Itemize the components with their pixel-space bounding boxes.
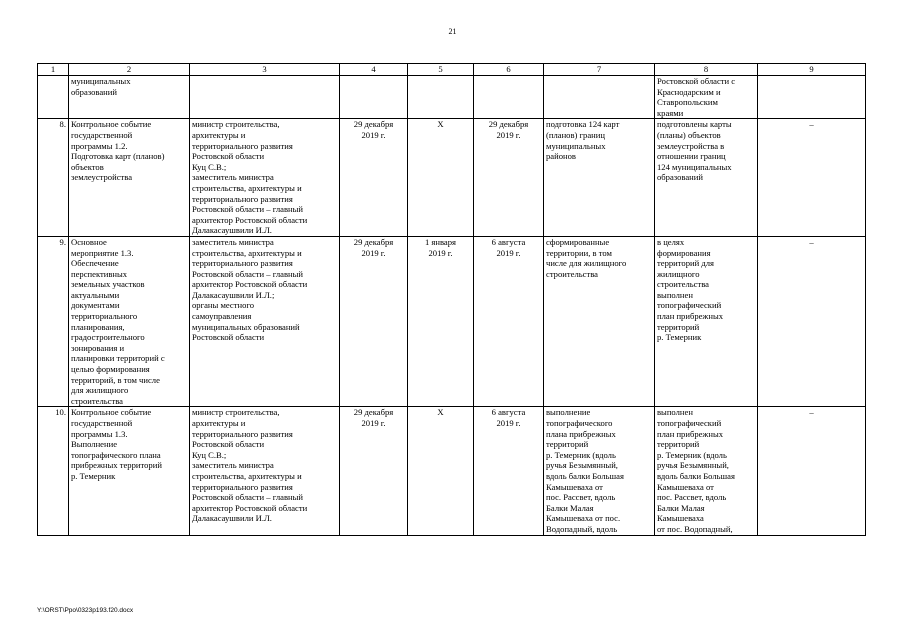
- cell-text-line: ручья Безымянный,: [657, 460, 729, 471]
- column-header: 9: [758, 64, 866, 76]
- note-cell: [758, 76, 866, 119]
- cell-text-line: планировки территорий с: [71, 353, 165, 364]
- header-row: [38, 64, 866, 76]
- planned-date-cell: [340, 119, 408, 237]
- cell-text-line: территориального развития: [192, 140, 293, 151]
- cell-text-line: Обеспечение: [71, 258, 119, 269]
- cell-text-line: архитектор Ростовской области: [192, 502, 308, 513]
- cell-text-line: строительства, архитектуры и: [192, 470, 302, 481]
- cell-text-line: Х: [437, 119, 444, 130]
- column-header: 6: [474, 64, 544, 76]
- cell-text-line: заместитель министра: [192, 172, 274, 183]
- cell-text-line: документами: [71, 300, 120, 311]
- cell-text-line: краями: [657, 107, 684, 118]
- cell-text-line: выполнение: [546, 407, 591, 418]
- end-date-cell: [474, 407, 544, 535]
- table-row: [38, 76, 866, 119]
- cell-text-line: Подготовка карт (планов): [71, 151, 165, 162]
- cell-text-line: Ростовской области: [192, 332, 265, 343]
- cell-text-line: 2019 г.: [361, 418, 386, 428]
- cell-text-line: органы местного: [192, 300, 254, 311]
- cell-text-line: территорий: [657, 321, 700, 332]
- cell-text-line: жилищного: [657, 268, 700, 279]
- cell-text-line: вдоль балки Большая: [657, 470, 735, 481]
- cell-text-line: архитектуры и: [192, 418, 246, 428]
- cell-text-line: ручья Безымянный,: [546, 460, 618, 471]
- cell-text-line: числе для жилищного: [546, 258, 627, 269]
- event-name-cell: [69, 76, 190, 119]
- cell-text-line: Ростовской области с: [657, 76, 736, 86]
- cell-text-line: образований: [71, 86, 117, 97]
- cell-text-line: топографического плана: [71, 449, 161, 460]
- responsible-cell: [190, 119, 340, 237]
- cell-text-line: Краснодарским и: [657, 86, 721, 97]
- column-header: 5: [408, 64, 474, 76]
- table-row: [38, 407, 866, 535]
- cell-text-line: актуальными: [71, 289, 120, 300]
- cell-text-line: формирования: [657, 247, 711, 258]
- cell-text-line: территориального: [71, 311, 138, 322]
- cell-text-line: территории, в том: [546, 247, 612, 258]
- column-header: 4: [340, 64, 408, 76]
- responsible-cell: [190, 407, 340, 535]
- planned-result-cell: [544, 76, 655, 119]
- table-row: [38, 119, 866, 237]
- planned-result-cell: [544, 119, 655, 237]
- cell-text-line: муниципальных: [71, 76, 131, 86]
- cell-text-line: вдоль балки Большая: [546, 470, 624, 481]
- cell-text-line: выполнен: [657, 289, 693, 300]
- cell-text-line: Далакасаушвили И.Л.;: [192, 289, 275, 300]
- note-cell: –: [758, 407, 866, 535]
- row-number-cell: [38, 76, 69, 119]
- row-number-cell: 9.: [38, 236, 69, 407]
- cell-text-line: строительства, архитектуры и: [192, 247, 302, 258]
- cell-text-line: территорий для: [657, 258, 714, 269]
- cell-text-line: заместитель министра: [192, 460, 274, 471]
- cell-text-line: градостроительного: [71, 332, 145, 343]
- cell-text-line: 29 декабря: [353, 236, 394, 247]
- cell-text-line: районов: [546, 151, 576, 162]
- cell-text-line: Далакасаушвили И.Л.: [192, 513, 272, 524]
- cell-text-line: от пос. Водопадный,: [657, 523, 733, 534]
- cell-text-line: зонирования и: [71, 342, 125, 353]
- planned-result-cell: [544, 407, 655, 535]
- cell-text-line: территориального развития: [192, 428, 293, 439]
- cell-text-line: Камышеваха от: [657, 481, 714, 492]
- cell-text-line: 6 августа: [491, 407, 526, 418]
- cell-text-line: план прибрежных: [657, 428, 724, 439]
- cell-text-line: землеустройства: [71, 172, 133, 183]
- event-name-cell: [69, 119, 190, 237]
- cell-text-line: 2019 г.: [496, 418, 521, 428]
- cell-text-line: Контрольное событие: [71, 407, 152, 418]
- cell-text-line: прибрежных территорий: [71, 460, 162, 471]
- cell-text-line: 2019 г.: [496, 129, 521, 140]
- cell-text-line: сформированные: [546, 236, 610, 247]
- cell-text-line: пос. Рассвет, вдоль: [546, 492, 616, 503]
- cell-text-line: землеустройства в: [657, 140, 725, 151]
- cell-text-line: планирования,: [71, 321, 125, 332]
- column-header: 2: [69, 64, 190, 76]
- cell-text-line: Камышеваха: [657, 513, 704, 524]
- cell-text-line: Куц С.В.;: [192, 449, 227, 460]
- actual-result-cell: [655, 236, 758, 407]
- column-header: 1: [38, 64, 69, 76]
- event-name-cell: [69, 236, 190, 407]
- cell-text-line: мероприятие 1.3.: [71, 247, 134, 258]
- cell-text-line: топографический: [657, 418, 722, 428]
- cell-text-line: выполнен: [657, 407, 693, 418]
- cell-text-line: р. Темерник (вдоль: [546, 449, 616, 460]
- cell-text-line: р. Темерник (вдоль: [657, 449, 727, 460]
- cell-text-line: строительства: [657, 279, 709, 290]
- cell-text-line: 2019 г.: [496, 247, 521, 258]
- cell-text-line: Основное: [71, 236, 107, 247]
- planned-date-cell: [340, 236, 408, 407]
- cell-text-line: муниципальных: [546, 140, 606, 151]
- cell-text-line: 29 декабря: [353, 119, 394, 130]
- cell-text-line: 2019 г.: [361, 129, 386, 140]
- cell-text-line: территориального развития: [192, 193, 293, 204]
- actual-result-cell: [655, 119, 758, 237]
- cell-text-line: Ростовской области – главный: [192, 268, 303, 279]
- table-row: [38, 236, 866, 407]
- cell-text-line: архитектуры и: [192, 129, 246, 140]
- cell-text-line: программы 1.2.: [71, 140, 128, 151]
- cell-text-line: 6 августа: [491, 236, 526, 247]
- cell-text-line: Куц С.В.;: [192, 161, 227, 172]
- responsible-cell: [190, 76, 340, 119]
- cell-text-line: Ростовской области: [192, 439, 265, 450]
- cell-text-line: Х: [437, 407, 444, 418]
- actual-result-cell: [655, 407, 758, 535]
- row-number-cell: 8.: [38, 119, 69, 237]
- report-table: [37, 63, 866, 536]
- file-path-footer: Y:\ORST\Ppo\0323p193.f20.docx: [37, 607, 134, 614]
- start-date-cell: [408, 407, 474, 535]
- cell-text-line: Ростовской области – главный: [192, 204, 303, 215]
- cell-text-line: Выполнение: [71, 439, 118, 450]
- planned-date-cell: [340, 407, 408, 535]
- cell-text-line: целью формирования: [71, 364, 150, 375]
- cell-text-line: топографического: [546, 418, 613, 428]
- start-date-cell: [408, 236, 474, 407]
- page-number: 21: [448, 27, 457, 36]
- cell-text-line: пос. Рассвет, вдоль: [657, 492, 727, 503]
- cell-text-line: объектов: [71, 161, 104, 172]
- end-date-cell: [474, 76, 544, 119]
- cell-text-line: министр строительства,: [192, 119, 280, 130]
- cell-text-line: Камышеваха от: [546, 481, 603, 492]
- cell-text-line: подготовлены карты: [657, 119, 732, 130]
- cell-text-line: р. Темерник: [71, 470, 116, 481]
- cell-text-line: топографический: [657, 300, 722, 311]
- cell-text-line: строительства: [546, 268, 598, 279]
- cell-text-line: строительства, архитектуры и: [192, 182, 302, 193]
- cell-text-line: 1 января: [424, 236, 456, 247]
- cell-text-line: 29 декабря: [353, 407, 394, 418]
- cell-text-line: 2019 г.: [428, 247, 453, 258]
- cell-text-line: земельных участков: [71, 279, 145, 290]
- cell-text-line: 124 муниципальных: [657, 161, 732, 172]
- cell-text-line: архитектор Ростовской области: [192, 214, 308, 225]
- cell-text-line: самоуправления: [192, 311, 252, 322]
- cell-text-line: (планов) границ: [546, 129, 605, 140]
- event-name-cell: [69, 407, 190, 535]
- cell-text-line: в целях: [657, 236, 685, 247]
- planned-date-cell: [340, 76, 408, 119]
- cell-text-line: Водопадный, вдоль: [546, 523, 618, 534]
- cell-text-line: для жилищного: [71, 385, 129, 396]
- cell-text-line: Далакасаушвили И.Л.: [192, 225, 272, 236]
- cell-text-line: план прибрежных: [657, 311, 724, 322]
- column-header: 7: [544, 64, 655, 76]
- cell-text-line: территориального развития: [192, 481, 293, 492]
- cell-text-line: Балки Малая: [546, 502, 594, 513]
- cell-text-line: министр строительства,: [192, 407, 280, 418]
- start-date-cell: [408, 76, 474, 119]
- cell-text-line: территориального развития: [192, 258, 293, 269]
- cell-text-line: Ставропольским: [657, 97, 718, 108]
- cell-text-line: Контрольное событие: [71, 119, 152, 130]
- row-number-cell: 10.: [38, 407, 69, 535]
- cell-text-line: государственной: [71, 418, 133, 428]
- actual-result-cell: [655, 76, 758, 119]
- cell-text-line: образований: [657, 172, 703, 183]
- cell-text-line: подготовка 124 карт: [546, 119, 620, 130]
- cell-text-line: территорий: [546, 439, 589, 450]
- cell-text-line: строительства: [71, 395, 123, 406]
- cell-text-line: перспективных: [71, 268, 128, 279]
- cell-text-line: плана прибрежных: [546, 428, 616, 439]
- planned-result-cell: [544, 236, 655, 407]
- cell-text-line: 29 декабря: [488, 119, 529, 130]
- column-header: 8: [655, 64, 758, 76]
- cell-text-line: Камышеваха от пос.: [546, 513, 621, 524]
- note-cell: –: [758, 119, 866, 237]
- cell-text-line: 2019 г.: [361, 247, 386, 258]
- cell-text-line: муниципальных образований: [192, 321, 300, 332]
- note-cell: –: [758, 236, 866, 407]
- cell-text-line: р. Темерник: [657, 332, 702, 343]
- cell-text-line: архитектор Ростовской области: [192, 279, 308, 290]
- start-date-cell: [408, 119, 474, 237]
- cell-text-line: (планы) объектов: [657, 129, 721, 140]
- responsible-cell: [190, 236, 340, 407]
- cell-text-line: Балки Малая: [657, 502, 705, 513]
- cell-text-line: Ростовской области – главный: [192, 492, 303, 503]
- cell-text-line: отношении границ: [657, 151, 726, 162]
- cell-text-line: государственной: [71, 129, 133, 140]
- end-date-cell: [474, 236, 544, 407]
- column-header: 3: [190, 64, 340, 76]
- end-date-cell: [474, 119, 544, 237]
- cell-text-line: программы 1.3.: [71, 428, 128, 439]
- cell-text-line: Ростовской области: [192, 151, 265, 162]
- cell-text-line: заместитель министра: [192, 236, 274, 247]
- cell-text-line: территорий: [657, 439, 700, 450]
- cell-text-line: территорий, в том числе: [71, 374, 160, 385]
